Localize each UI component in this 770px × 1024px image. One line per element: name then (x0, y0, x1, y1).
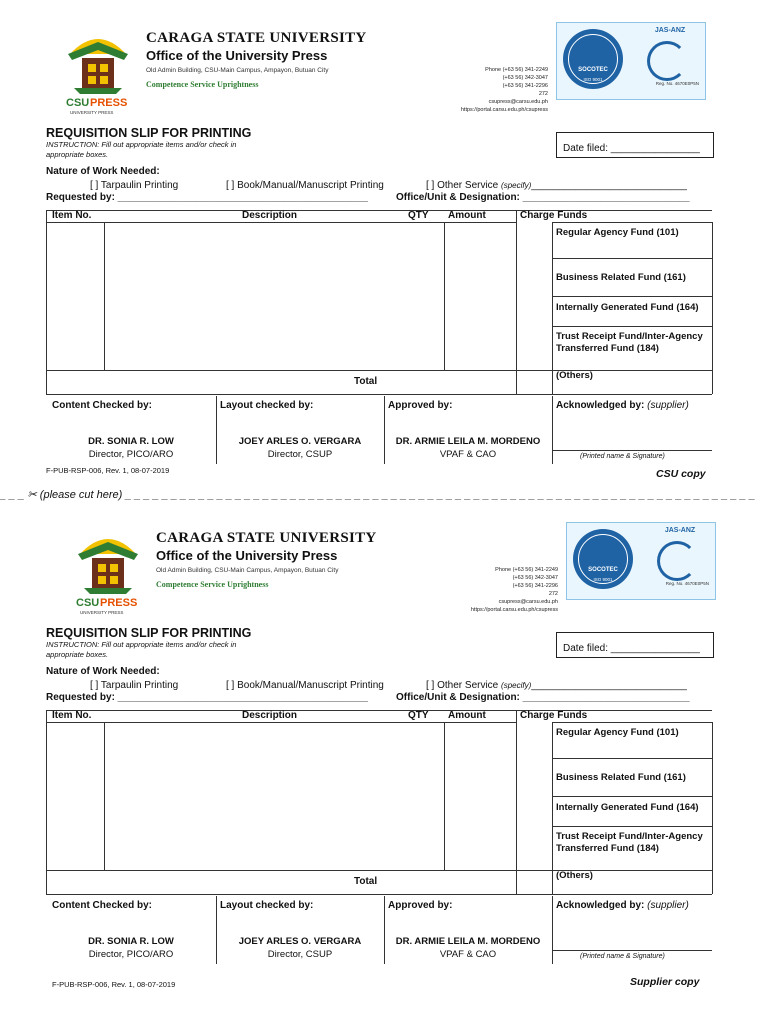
fund-option[interactable]: Business Related Fund (161) (556, 272, 686, 283)
fund-option[interactable]: Internally Generated Fund (164) (556, 802, 699, 813)
other-service-checkbox[interactable]: [ ] Other Service (specify)____________________________ (426, 680, 687, 691)
acknowledged-label: Acknowledged by: (supplier) (556, 900, 689, 911)
contact-info: Phone (+63 56) 341-2249 (+63 56) 342-3047 (+63 56) 341-2296 272 csupress@carsu.edu.ph https://portal.carsu.edu.ph/csupress (460, 67, 548, 113)
printed-name-caption: (Printed name & Signature) (580, 953, 665, 960)
content-checked-label: Content Checked by: (52, 900, 153, 911)
signatory-title: Director, CSUP (267, 949, 333, 960)
printed-name-caption: (Printed name & Signature) (580, 453, 665, 460)
signatory-title: VPAF & CAO (439, 449, 497, 460)
signatory-title: Director, CSUP (267, 449, 333, 460)
col-qty: QTY (408, 210, 429, 221)
col-qty: QTY (408, 710, 429, 721)
book-printing-checkbox[interactable]: [ ] Book/Manual/Manuscript Printing (226, 180, 384, 191)
requested-by-field[interactable]: Requested by: _____________________________________________ (46, 192, 368, 203)
col-charge-funds: Charge Funds (520, 710, 588, 721)
tarpaulin-checkbox[interactable]: [ ] Tarpaulin Printing (90, 680, 179, 691)
col-amount: Amount (448, 710, 486, 721)
nature-of-work-label: Nature of Work Needed: (46, 666, 160, 677)
nature-of-work-label: Nature of Work Needed: (46, 166, 160, 177)
jas-anz-icon (657, 541, 697, 581)
layout-checked-label: Layout checked by: (220, 400, 314, 411)
signatory-name: DR. SONIA R. LOW (88, 436, 174, 447)
layout-checked-label: Layout checked by: (220, 900, 314, 911)
col-charge-funds: Charge Funds (520, 210, 588, 221)
csu-press-logo (74, 524, 142, 616)
approved-label: Approved by: (388, 400, 453, 411)
svg-text:UNIVERSITY PRESS: UNIVERSITY PRESS (70, 110, 114, 115)
signatory-name: JOEY ARLES O. VERGARA (238, 936, 362, 947)
form-title: REQUISITION SLIP FOR PRINTING (46, 626, 252, 640)
contact-info: Phone (+63 56) 341-2249 (+63 56) 342-3047 (+63 56) 341-2296 272 csupress@carsu.edu.ph https://portal.carsu.edu.ph/csupress (470, 567, 558, 613)
fund-option[interactable]: Business Related Fund (161) (556, 772, 686, 783)
office-unit-field[interactable]: Office/Unit & Designation: ______________________________ (396, 192, 690, 203)
cut-line: _ _ _ ✂ (please cut here) _ _ _ _ _ _ _ _ _ _ _ _ _ _ _ _ _ _ _ _ _ _ _ _ _ _ _ _ _ _ _ _ _ _ _ _ _ _ _ _ _ _ _ _ _ _ _ _ _ _ _ _ _ _ _ _ _ _ _ _ _ _ _ _ _ _ _ _ _ (0, 489, 756, 501)
fund-option[interactable]: Trust Receipt Fund/Inter-Agency Transferred Fund (184) (556, 831, 703, 854)
supplier-copy-form (0, 500, 770, 1000)
fund-option[interactable]: Trust Receipt Fund/Inter-Agency Transferred Fund (184) (556, 331, 703, 354)
motto: Competence Service Uprightness (156, 580, 269, 589)
svg-text:CSU: CSU (76, 597, 100, 609)
form-code: F-PUB-RSP-006, Rev. 1, 08-07-2019 (52, 980, 176, 989)
university-name: CARAGA STATE UNIVERSITY (146, 30, 367, 46)
book-printing-checkbox[interactable]: [ ] Book/Manual/Manuscript Printing (226, 680, 384, 691)
signatory-name: DR. ARMIE LEILA M. MORDENO (395, 436, 541, 447)
office-unit-field[interactable]: Office/Unit & Designation: ______________________________ (396, 692, 690, 703)
form-instruction: INSTRUCTION: Fill out appropriate items and/or check in appropriate boxes. (46, 640, 237, 659)
office-name: Office of the University Press (146, 48, 328, 63)
approved-label: Approved by: (388, 900, 453, 911)
col-description: Description (242, 710, 298, 721)
total-label: Total (354, 876, 378, 887)
university-name: CARAGA STATE UNIVERSITY (156, 530, 377, 546)
form-instruction: INSTRUCTION: Fill out appropriate items and/or check in appropriate boxes. (46, 140, 237, 159)
copy-label: CSU copy (656, 468, 706, 480)
svg-text:UNIVERSITY PRESS: UNIVERSITY PRESS (80, 610, 124, 615)
fund-option[interactable]: (Others) (556, 370, 593, 381)
certification-badge: SOCOTEC ISO 9001 JAS-ANZ Reg. No. 4670E0P5N (556, 22, 706, 100)
signatory-title: Director, PICO/ARO (88, 949, 174, 960)
signatory-name: DR. SONIA R. LOW (88, 936, 174, 947)
office-address: Old Admin Building, CSU-Main Campus, Ampayon, Butuan City (156, 567, 339, 574)
csu-press-logo (64, 24, 132, 116)
signatory-name: JOEY ARLES O. VERGARA (238, 436, 362, 447)
date-filed-field[interactable]: Date filed: ________________ (556, 632, 714, 658)
certification-badge: SOCOTEC ISO 9001 JAS-ANZ Reg. No. 4670E0P5N (566, 522, 716, 600)
svg-text:PRESS: PRESS (90, 97, 128, 109)
other-service-checkbox[interactable]: [ ] Other Service (specify)____________________________ (426, 180, 687, 191)
tarpaulin-checkbox[interactable]: [ ] Tarpaulin Printing (90, 180, 179, 191)
office-address: Old Admin Building, CSU-Main Campus, Ampayon, Butuan City (146, 67, 329, 74)
csu-copy-form (0, 0, 770, 500)
fund-option[interactable]: (Others) (556, 870, 593, 881)
col-description: Description (242, 210, 298, 221)
socotec-seal: SOCOTEC ISO 9001 (573, 529, 633, 589)
col-item-no: Item No. (52, 710, 92, 721)
date-filed-field[interactable]: Date filed: ________________ (556, 132, 714, 158)
svg-text:PRESS: PRESS (100, 597, 138, 609)
col-item-no: Item No. (52, 210, 92, 221)
total-label: Total (354, 376, 378, 387)
fund-option[interactable]: Regular Agency Fund (101) (556, 727, 679, 738)
signatory-title: VPAF & CAO (439, 949, 497, 960)
signatory-name: DR. ARMIE LEILA M. MORDENO (395, 936, 541, 947)
form-title: REQUISITION SLIP FOR PRINTING (46, 126, 252, 140)
jas-anz-icon (647, 41, 687, 81)
fund-option[interactable]: Regular Agency Fund (101) (556, 227, 679, 238)
motto: Competence Service Uprightness (146, 80, 259, 89)
copy-label: Supplier copy (630, 976, 700, 988)
form-code: F-PUB-RSP-006, Rev. 1, 08-07-2019 (46, 466, 170, 475)
content-checked-label: Content Checked by: (52, 400, 153, 411)
office-name: Office of the University Press (156, 548, 338, 563)
socotec-seal: SOCOTEC ISO 9001 (563, 29, 623, 89)
col-amount: Amount (448, 210, 486, 221)
acknowledged-label: Acknowledged by: (supplier) (556, 400, 689, 411)
fund-option[interactable]: Internally Generated Fund (164) (556, 302, 699, 313)
signatory-title: Director, PICO/ARO (88, 449, 174, 460)
svg-text:CSU: CSU (66, 97, 90, 109)
requested-by-field[interactable]: Requested by: _____________________________________________ (46, 692, 368, 703)
